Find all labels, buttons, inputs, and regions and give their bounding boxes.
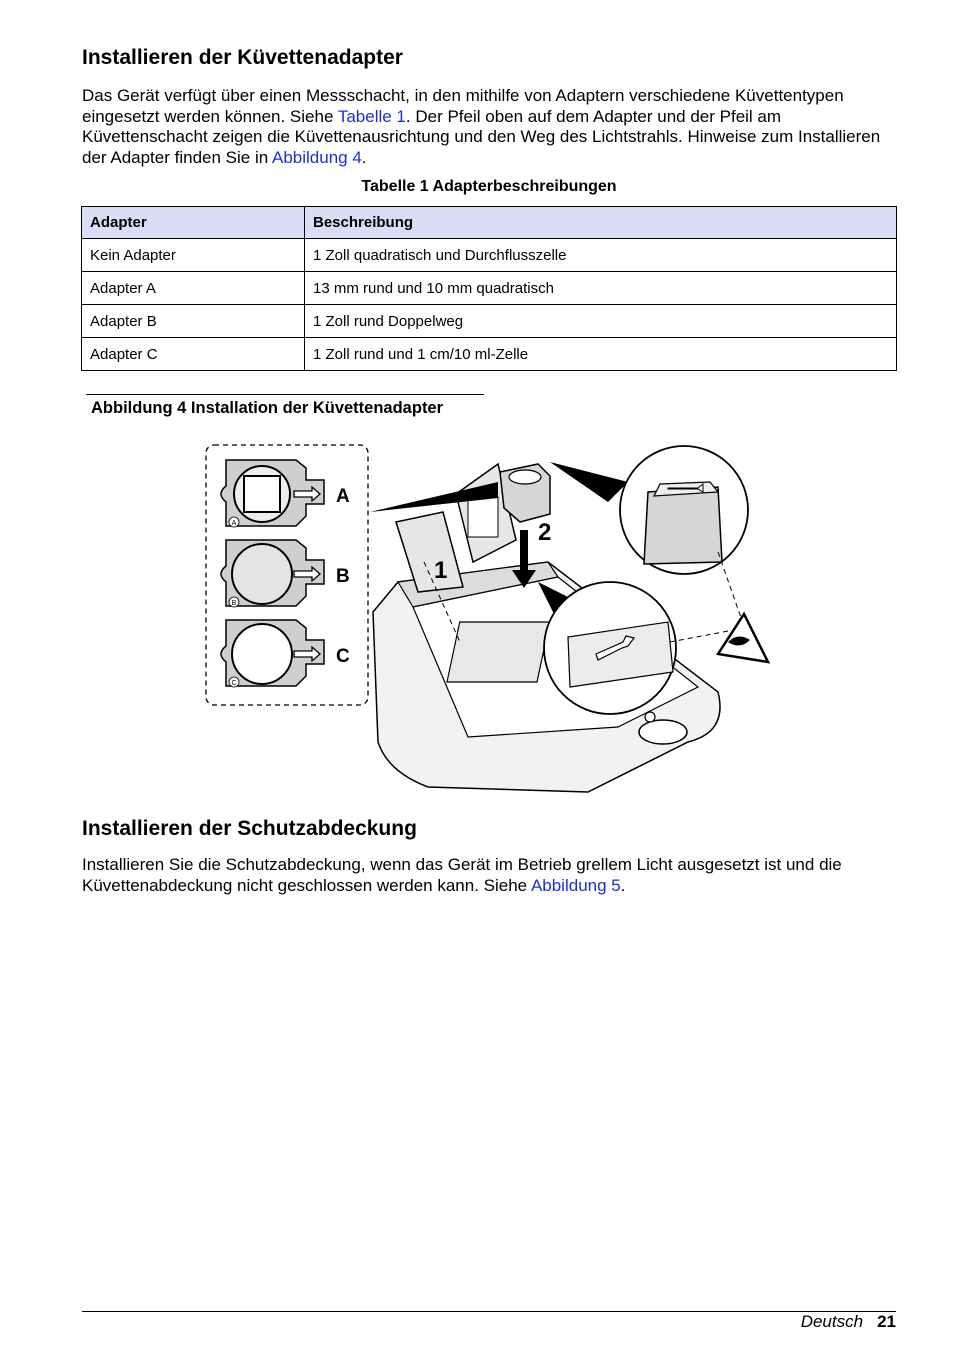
table-1-link[interactable]: Tabelle 1	[337, 106, 406, 126]
header-adapter: Adapter	[82, 207, 305, 239]
cell-description: 1 Zoll rund und 1 cm/10 ml-Zelle	[305, 338, 897, 371]
para-text: . Der Pfeil oben auf dem Adapter und der Pfeil am Küvettenschacht zeigen die Küvettenausrichtung und den Weg des Lichtstrahls. Hinweise zum Installieren der Adapter finden Sie in	[82, 106, 881, 167]
adapter-table	[81, 206, 897, 371]
figure-caption: Abbildung 4 Installation der Küvettenadapter	[91, 399, 444, 417]
section-heading-protective-cover: Installieren der Schutzabdeckung	[82, 817, 417, 840]
section-heading-adapter-install: Installieren der Küvettenadapter	[82, 46, 403, 69]
footer-language: Deutsch	[800, 1312, 864, 1331]
footer-rule	[82, 1311, 896, 1312]
figure-5-link[interactable]: Abbildung 5	[530, 875, 621, 895]
adapter-c-label: C	[336, 646, 350, 667]
cell-adapter: Adapter A	[82, 272, 305, 305]
adapter-b-label: B	[336, 566, 350, 587]
adapter-a-small-label: A	[231, 520, 237, 527]
step-2-label: 2	[538, 519, 552, 546]
adapter-c-small-label: C	[231, 680, 237, 687]
page-footer	[801, 1312, 896, 1332]
figure-rule	[86, 394, 484, 395]
protective-cover-paragraph	[82, 855, 912, 896]
adapter-b-drawing	[221, 540, 350, 607]
intro-paragraph	[82, 86, 902, 168]
cell-adapter: Adapter C	[82, 338, 305, 371]
cell-adapter: Kein Adapter	[82, 239, 305, 272]
table-row	[82, 305, 897, 338]
para-text: .	[361, 147, 367, 167]
adapter-a-label: A	[336, 486, 350, 507]
page-number: 21	[877, 1312, 896, 1331]
detail-circle-cell-slot	[544, 582, 676, 714]
cell-description: 13 mm rund und 10 mm quadratisch	[305, 272, 897, 305]
para-text: Das Gerät verfügt über einen Messschacht, in den mithilfe von Adaptern verschiedene Küvettentypen eingesetzt werden können. Siehe	[82, 86, 844, 126]
cell-adapter: Adapter B	[82, 305, 305, 338]
eye-symbol-icon	[718, 614, 768, 662]
para-text: Installieren Sie die Schutzabdeckung, wenn das Gerät im Betrieb grellem Licht ausgesetzt ist und die Küvettenabdeckung nicht geschlossen werden kann. Siehe	[82, 855, 842, 895]
adapter-c-drawing	[221, 620, 350, 687]
table-row	[82, 239, 897, 272]
table-caption: Tabelle 1 Adapterbeschreibungen	[361, 178, 617, 195]
figure-4-link[interactable]: Abbildung 4	[271, 147, 362, 167]
para-text: .	[620, 875, 626, 895]
adapter-installation-illustration	[198, 442, 778, 794]
table-row	[82, 272, 897, 305]
adapter-a-drawing	[221, 460, 350, 527]
step-1-label: 1	[434, 557, 448, 584]
detail-circle-adapter-top	[620, 446, 748, 574]
table-row	[82, 338, 897, 371]
table-header-row	[82, 207, 897, 239]
cell-description: 1 Zoll rund Doppelweg	[305, 305, 897, 338]
adapter-b-small-label: B	[231, 600, 237, 607]
cell-description: 1 Zoll quadratisch und Durchflusszelle	[305, 239, 897, 272]
header-description: Beschreibung	[305, 207, 897, 239]
